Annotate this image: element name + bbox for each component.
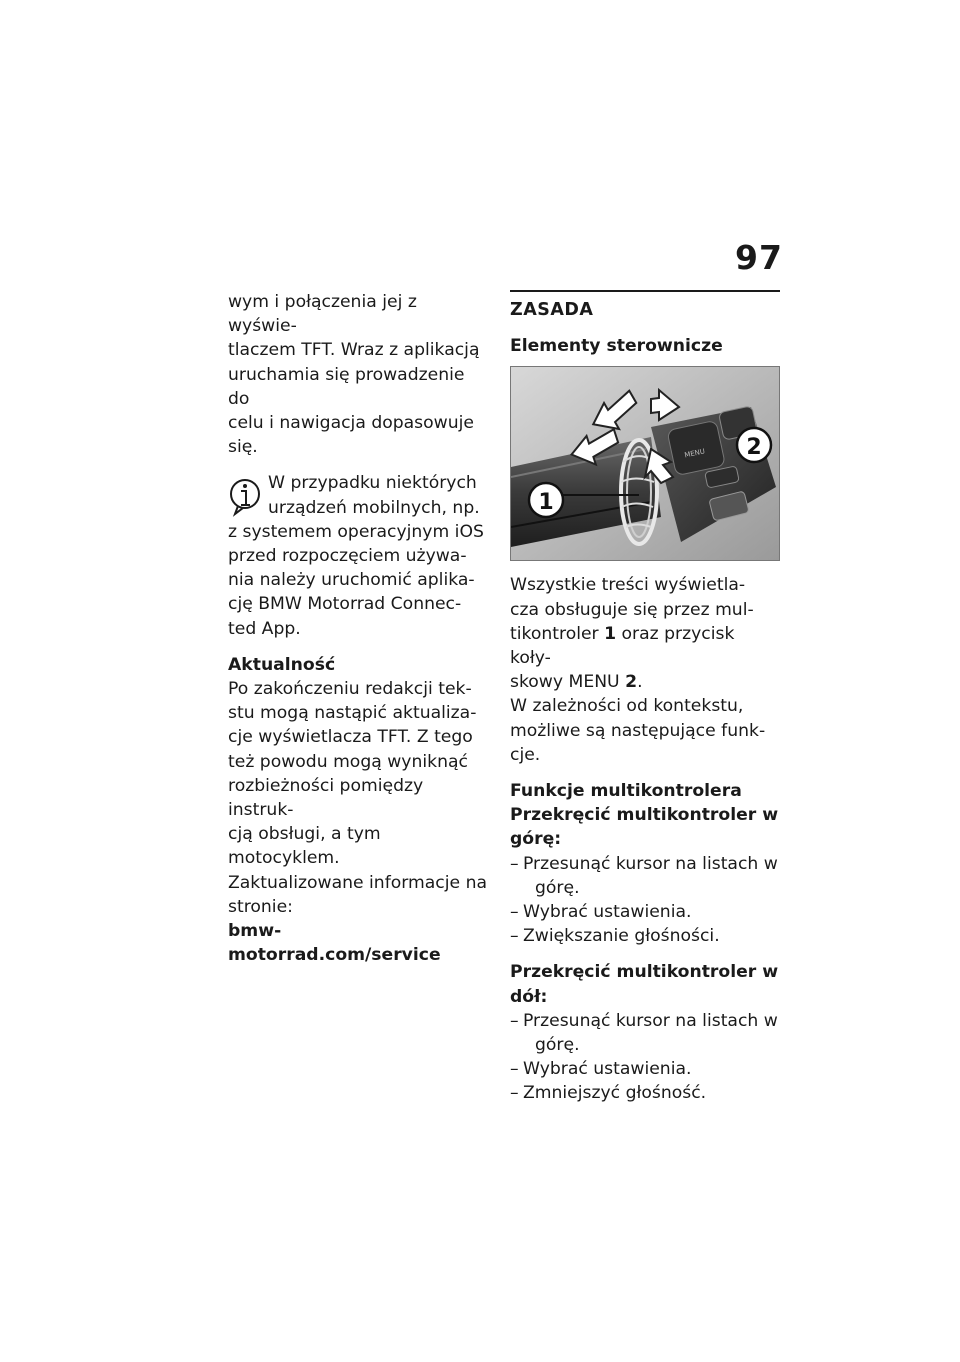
info-icon (228, 477, 262, 517)
section-title: ZASADA (510, 290, 780, 322)
handlebar-illustration (511, 367, 779, 560)
note-line: nia należy uruchomić aplika- (228, 570, 475, 591)
note-line: ted App. (228, 618, 301, 639)
actuality-heading: Aktualność (228, 654, 336, 675)
turn-up-list (510, 852, 780, 949)
list-item: – Zmniejszyć głośność. (510, 1081, 780, 1105)
turn-up-heading: Przekręcić multikontroler w górę: (510, 805, 779, 850)
list-item: – Zwiększanie głośności. (510, 924, 780, 948)
functions-heading: Funkcje multikontrolera (510, 781, 742, 802)
page-number: 97 (735, 238, 783, 277)
intro-paragraph: wym i połączenia jej z wyświe- tlaczem TFT. Wraz z aplikacją uruchamia się prowadzenie do celu i nawigacja dopasowuje się. (228, 292, 480, 458)
turn-down-list (510, 1009, 780, 1106)
subsection-title: Elementy sterownicze (510, 336, 723, 357)
controls-figure (510, 366, 780, 561)
note-line: przed rozpoczęciem używa- (228, 546, 467, 567)
right-column (510, 290, 780, 1106)
left-column (228, 290, 490, 967)
callout-1-label: 1 (538, 490, 554, 516)
turn-down-heading: Przekręcić multikontroler w dół: (510, 962, 779, 1007)
actuality-paragraph: Po zakończeniu redakcji tek- stu mogą nastąpić aktualiza- cje wyświetlacza TFT. Z tego też powodu mogą wyniknąć rozbieżności pomiędzy instruk- cją obsługi, a tym motocyklem. Zaktualizowane informacje na stronie: (228, 679, 487, 917)
figure-menu-text: MENU (683, 447, 706, 460)
note-line: urządzeń mobilnych, np. (268, 497, 480, 518)
list-item: – Wybrać ustawienia. (510, 900, 780, 924)
callout-2-label: 2 (746, 435, 762, 461)
service-url[interactable]: bmw-motorrad.com/service (228, 921, 441, 966)
note-line: W przypadku niektórych (268, 473, 477, 494)
note-line: z systemem operacyjnym iOS (228, 521, 484, 542)
list-item: – Przesunąć kursor na listach w górę. (510, 852, 780, 900)
menu-button-shape (667, 421, 725, 476)
note-line: cję BMW Motorrad Connec- (228, 594, 462, 615)
list-item: – Wybrać ustawienia. (510, 1057, 780, 1081)
list-item: – Przesunąć kursor na listach w górę. (510, 1009, 780, 1057)
info-note (228, 471, 490, 640)
description-paragraph: Wszystkie treści wyświetla- cza obsługuje się przez mul- tikontroler 1 oraz przycisk koły- skowy MENU 2. W zależności od kontekstu, możliwe są następujące funk- cje. (510, 575, 766, 765)
